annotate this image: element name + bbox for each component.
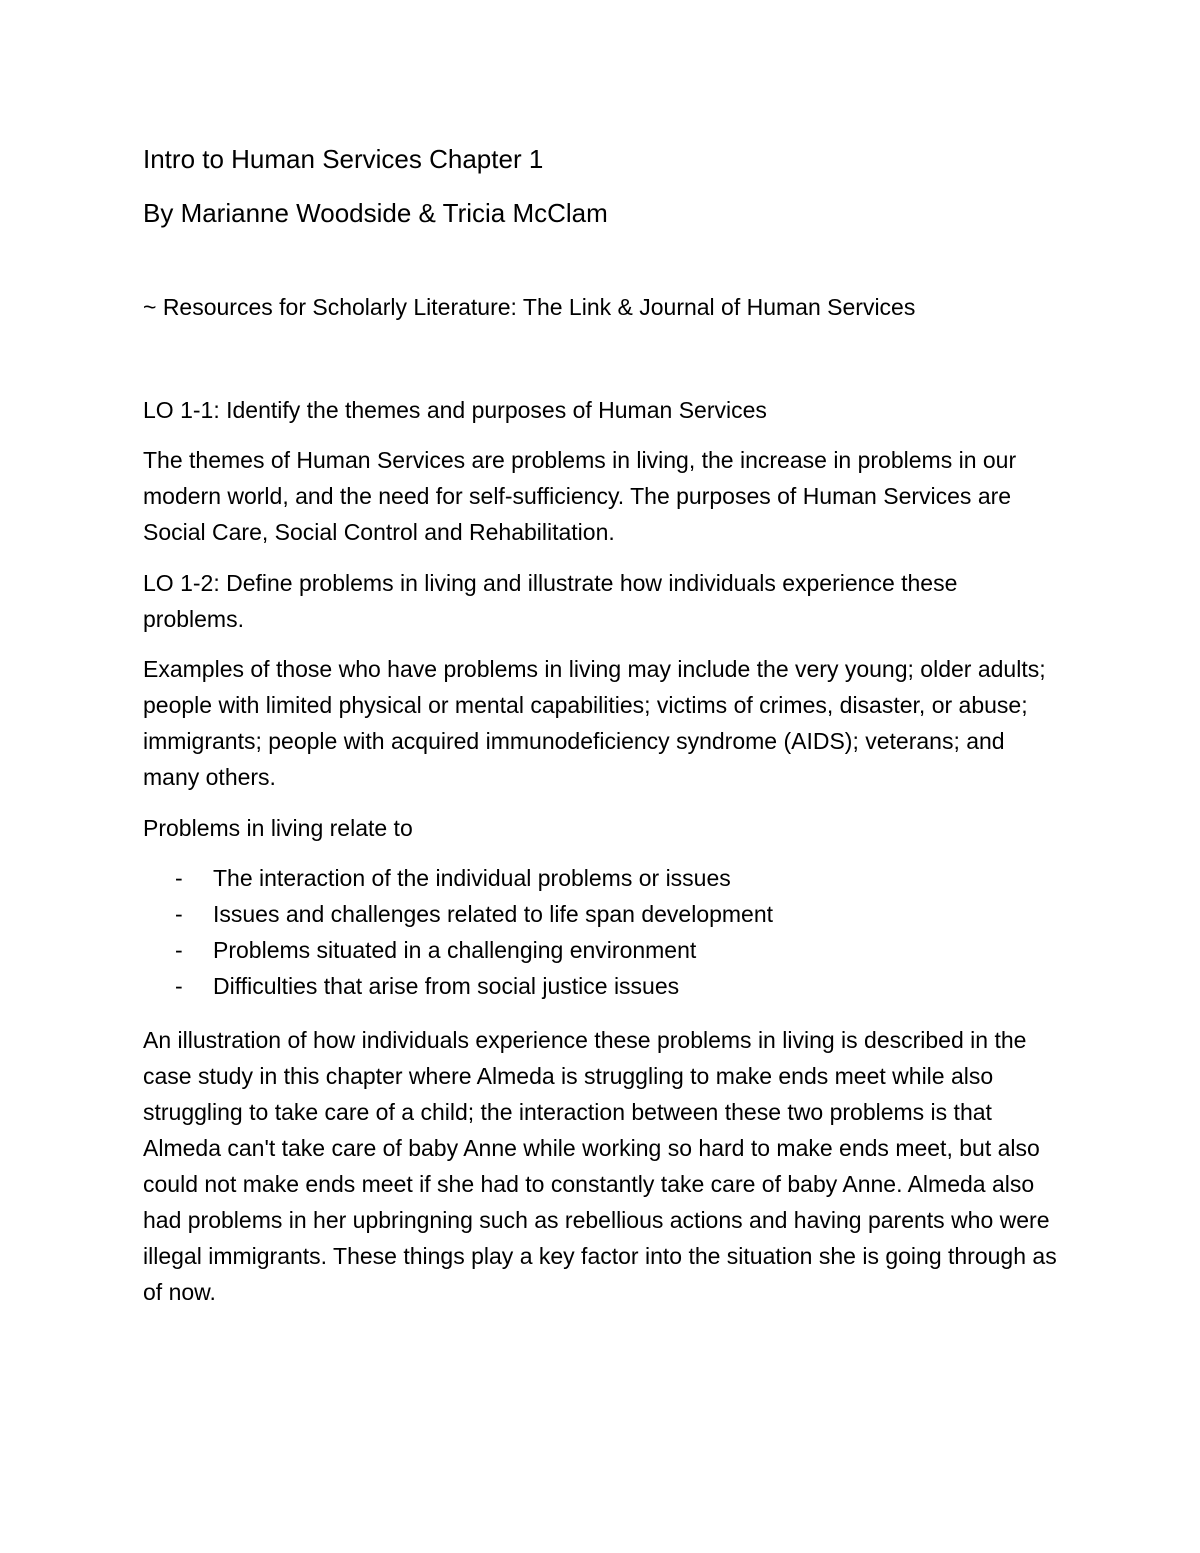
- list-item: [175, 896, 1063, 932]
- bullet-dash: -: [175, 973, 183, 999]
- lo2-heading: LO 1-2: Define problems in living and illustrate how individuals experience these problems.: [143, 570, 958, 632]
- document-body: [143, 140, 1063, 1325]
- document-byline: By Marianne Woodside & Tricia McClam: [143, 198, 608, 228]
- list-item-text: The interaction of the individual problems or issues: [213, 865, 731, 891]
- document-title: Intro to Human Services Chapter 1: [143, 144, 544, 174]
- bullet-dash: -: [175, 937, 183, 963]
- bullet-dash: -: [175, 901, 183, 927]
- resources-note: ~ Resources for Scholarly Literature: The Link & Journal of Human Services: [143, 294, 916, 320]
- examples-paragraph: Examples of those who have problems in living may include the very young; older adults; people with limited physical or mental capabilities; victims of crimes, disaster, or abuse; immigrants; people with acquired immunodeficiency syndrome (AIDS); veterans; and many others.: [143, 656, 1046, 790]
- list-item: [175, 968, 1063, 1004]
- relate-intro: Problems in living relate to: [143, 815, 413, 841]
- list-item-text: Problems situated in a challenging environment: [213, 937, 697, 963]
- list-item: [175, 860, 1063, 896]
- lo1-body: The themes of Human Services are problems in living, the increase in problems in our modern world, and the need for self-sufficiency. The purposes of Human Services are Social Care, Social Control and Rehabilitation.: [143, 447, 1017, 545]
- bullet-dash: -: [175, 865, 183, 891]
- lo1-heading: LO 1-1: Identify the themes and purposes of Human Services: [143, 397, 767, 423]
- list-item-text: Issues and challenges related to life span development: [213, 901, 774, 927]
- list-item-text: Difficulties that arise from social justice issues: [213, 973, 680, 999]
- illustration-paragraph: An illustration of how individuals experience these problems in living is described in the case study in this chapter where Almeda is struggling to make ends meet while also struggling to take care of a child; the interaction between these two problems is that Almeda can't take care of baby Anne while working so hard to make ends meet, but also could not make ends meet if she had to constantly take care of baby Anne. Almeda also had problems in her upbringning such as rebellious actions and having parents who were illegal immigrants. These things play a key factor into the situation she is going through as of now.: [143, 1027, 1057, 1305]
- problems-list: [143, 860, 1063, 1004]
- list-item: [175, 932, 1063, 968]
